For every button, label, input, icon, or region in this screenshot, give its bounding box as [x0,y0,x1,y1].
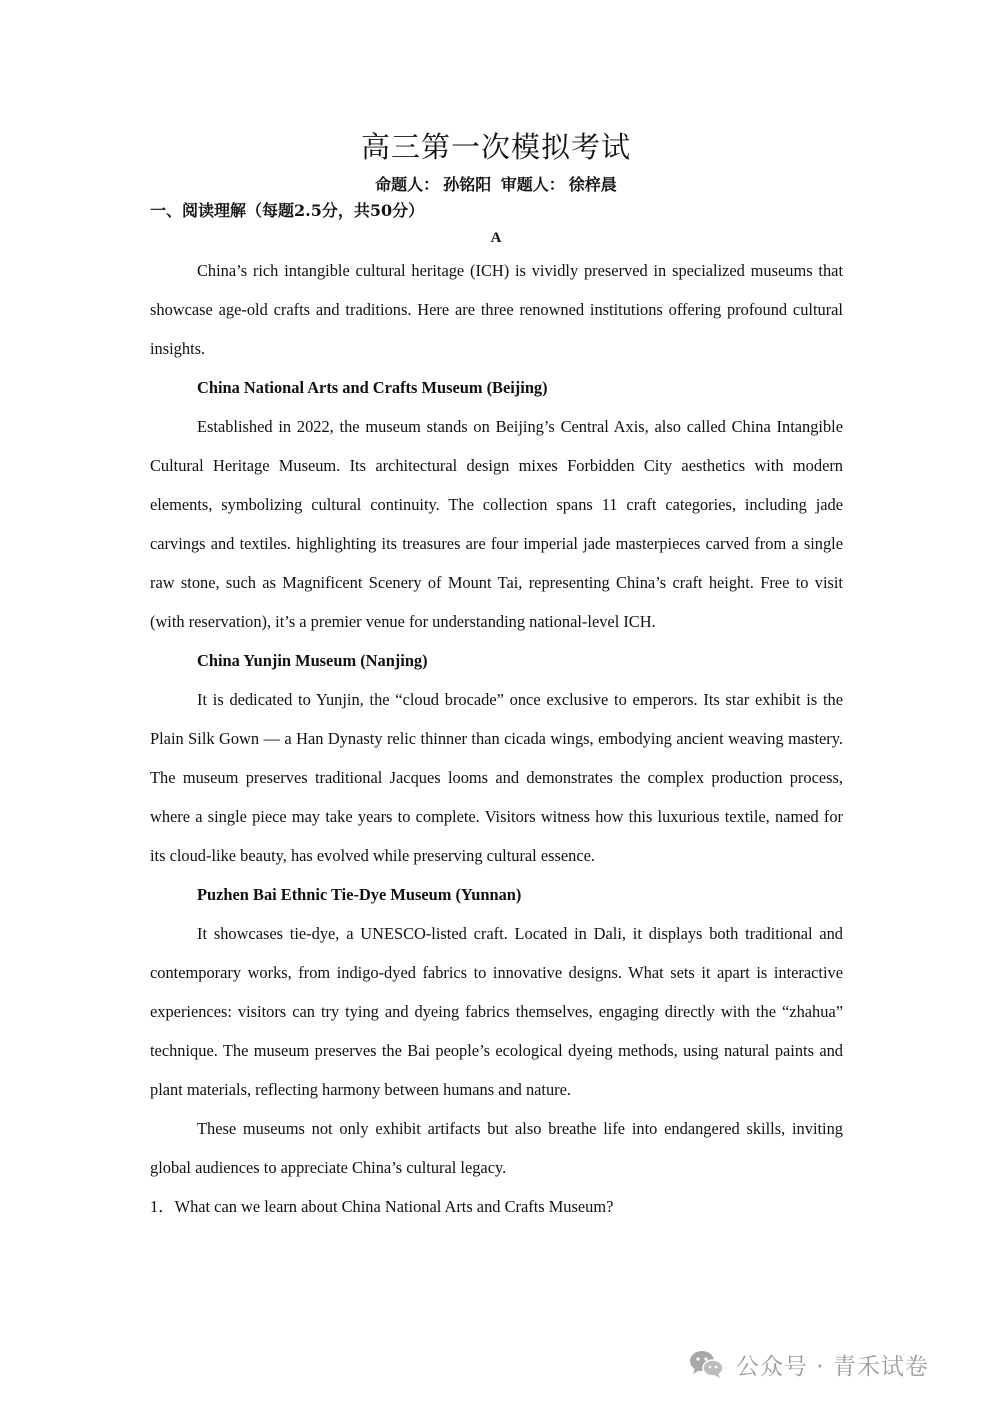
watermark [688,1344,929,1384]
intro-paragraph: China’s rich intangible cultural heritage (ICH) is vividly preserved in specialized museums that showcase age-old crafts and traditions. Here are three renowned institutions offering profound cultural insights. [150,261,843,358]
question-number: 1． [150,1197,175,1216]
museum-paragraph-yunnan: It showcases tie-dye, a UNESCO-listed craft. Located in Dali, it displays both traditional and contemporary works, from indigo-dyed fabrics to innovative designs. What sets it apart is interactive experiences: visitors can try tying and dyeing fabrics themselves, engaging directly with the “zhahua” technique. The museum preserves the Bai people’s ecological dyeing methods, using natural paints and plant materials, reflecting harmony between humans and nature. [150,924,843,1099]
passage-body [150,251,843,1226]
setter-label: 命题人： [375,175,440,194]
page-title: 高三第一次模拟考试 [360,130,631,164]
museum-heading-yunnan: Puzhen Bai Ethnic Tie-Dye Museum (Yunnan) [197,885,522,904]
author-line [0,173,992,197]
reviewer-name: 徐梓晨 [568,175,617,194]
question-text: What can we learn about China National Arts and Crafts Museum? [174,1197,614,1216]
question-1 [150,1187,843,1226]
reviewer-label: 审题人： [500,175,565,194]
setter-name: 孙铭阳 [443,175,492,194]
passage-label: A [490,230,502,246]
museum-heading-nanjing: China Yunjin Museum (Nanjing) [197,651,428,670]
wechat-icon [688,1349,724,1379]
section-heading: 一、阅读理解（每题2.5分，共50分） [150,201,425,220]
museum-paragraph-nanjing: It is dedicated to Yunjin, the “cloud brocade” once exclusive to emperors. Its star exhibit is the Plain Silk Gown — a Han Dynasty relic thinner than cicada wings, embodying ancient weaving mastery. The museum preserves traditional Jacques looms and demonstrates the complex production process, where a single piece may take years to complete. Visitors witness how this luxurious textile, named for its cloud-like beauty, has evolved while preserving cultural essence. [150,690,843,865]
museum-paragraph-beijing: Established in 2022, the museum stands on Beijing’s Central Axis, also called China Intangible Cultural Heritage Museum. Its architectural design mixes Forbidden City aesthetics with modern elements, symbolizing cultural continuity. The collection spans 11 craft categories, including jade carvings and textiles. highlighting its treasures are four imperial jade masterpieces carved from a single raw stone, such as Magnificent Scenery of Mount Tai, representing China’s craft height. Free to visit (with reservation), it’s a premier venue for understanding national-level ICH. [150,417,843,631]
museum-heading-beijing: China National Arts and Crafts Museum (Beijing) [197,378,548,397]
watermark-text: 公众号 · 青禾试卷 [736,1353,929,1380]
conclusion-paragraph: These museums not only exhibit artifacts but also breathe life into endangered skills, inviting global audiences to appreciate China’s cultural legacy. [150,1119,843,1177]
